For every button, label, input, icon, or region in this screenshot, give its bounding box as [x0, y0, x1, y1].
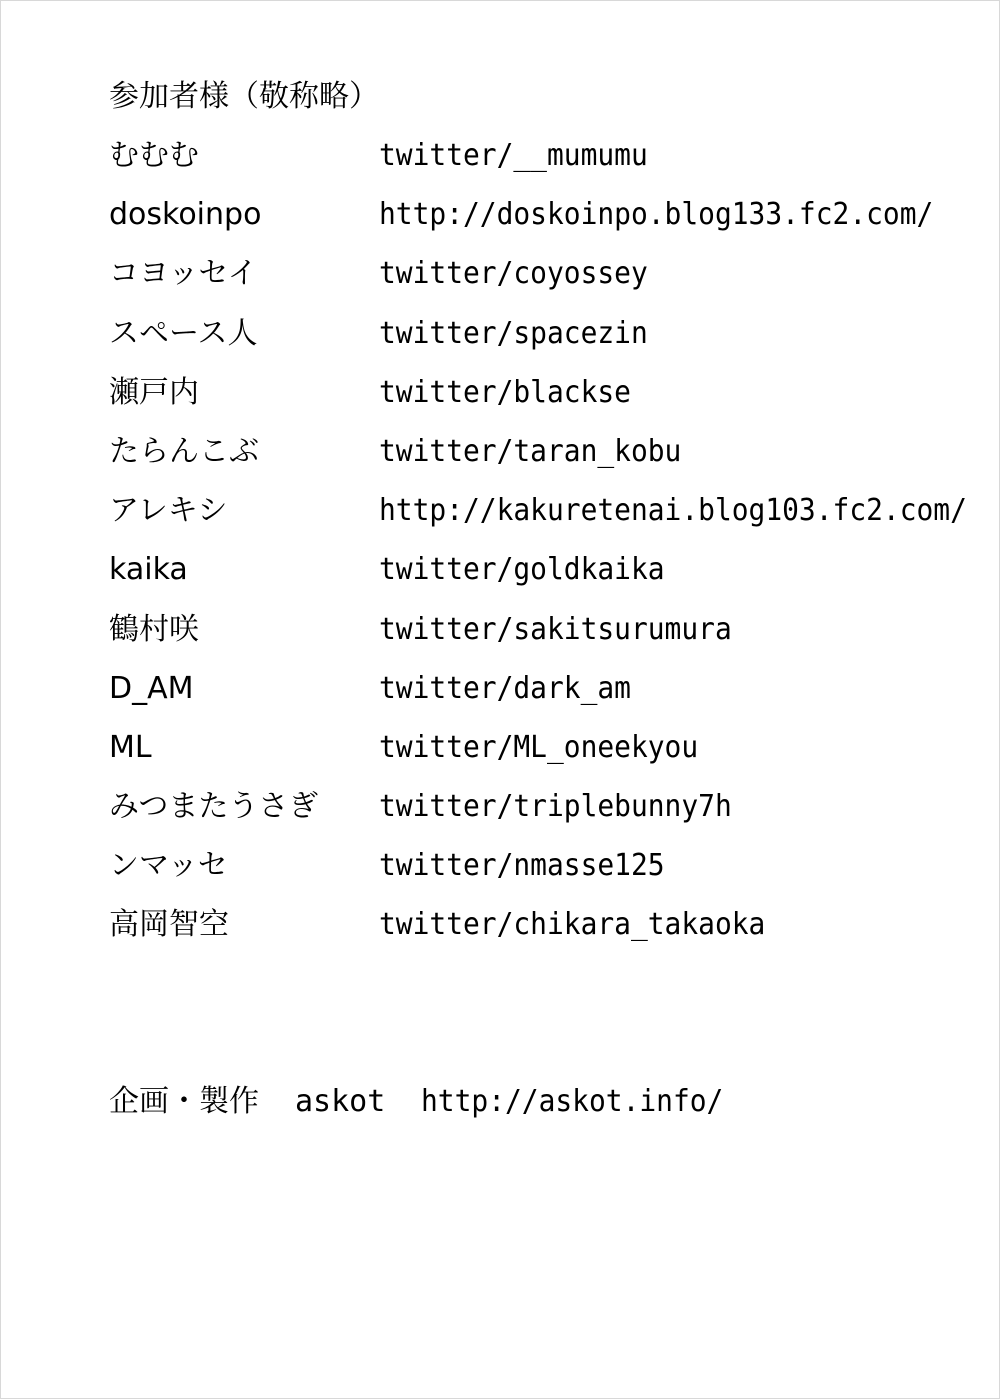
- participant-name: ML: [109, 729, 152, 765]
- participant-link[interactable]: twitter/sakitsurumura: [379, 611, 732, 647]
- producer-url[interactable]: http://askot.info/: [421, 1084, 724, 1119]
- production-label: 企画・製作: [109, 1084, 259, 1119]
- participant-row: [109, 432, 989, 491]
- participant-name: kaika: [109, 552, 188, 588]
- participant-name: スペース人: [109, 315, 258, 351]
- participant-row: [109, 669, 989, 728]
- participant-row: [109, 254, 989, 313]
- participant-link[interactable]: twitter/coyossey: [379, 256, 648, 292]
- participant-row: [109, 787, 989, 846]
- participant-row: [109, 491, 989, 550]
- participant-name: コヨッセイ: [109, 256, 258, 292]
- participant-link[interactable]: twitter/chikara_takaoka: [379, 907, 766, 943]
- participant-link[interactable]: twitter/goldkaika: [379, 552, 665, 588]
- producer-name: askot: [295, 1084, 386, 1119]
- participant-link[interactable]: twitter/blackse: [379, 374, 631, 410]
- participant-row: [109, 846, 989, 905]
- participant-link[interactable]: twitter/ML_oneekyou: [379, 729, 699, 765]
- participant-name: たらんこぶ: [109, 433, 259, 469]
- production-credit: [109, 1082, 746, 1122]
- participant-row: [109, 550, 989, 609]
- participant-name: 高岡智空: [109, 907, 229, 943]
- participant-name: 瀬戸内: [109, 374, 199, 410]
- participant-name: みつまたうさぎ: [109, 789, 319, 825]
- participant-list: [109, 136, 989, 965]
- participant-row: [109, 314, 989, 373]
- participant-link[interactable]: twitter/triplebunny7h: [379, 789, 732, 825]
- participant-link[interactable]: http://kakuretenai.blog103.fc2.com/: [379, 493, 967, 529]
- participants-heading: 参加者様（敬称略）: [109, 79, 379, 114]
- participant-row: [109, 905, 989, 964]
- participant-link[interactable]: twitter/spacezin: [379, 315, 648, 351]
- participant-row: [109, 610, 989, 669]
- participant-link[interactable]: twitter/nmasse125: [379, 848, 665, 884]
- participant-name: doskoinpo: [109, 197, 262, 233]
- participant-name: ンマッセ: [109, 848, 228, 884]
- participant-row: [109, 373, 989, 432]
- participant-row: [109, 136, 989, 195]
- participant-name: アレキシ: [109, 493, 228, 529]
- participant-row: [109, 195, 989, 254]
- participant-link[interactable]: twitter/taran_kobu: [379, 433, 682, 469]
- participant-link[interactable]: twitter/__mumumu: [379, 138, 648, 173]
- participant-name: 鶴村咲: [109, 611, 199, 647]
- participant-link[interactable]: twitter/dark_am: [379, 670, 631, 706]
- participant-link[interactable]: http://doskoinpo.blog133.fc2.com/: [379, 197, 934, 233]
- participant-name: むむむ: [109, 138, 199, 173]
- participant-name: D_AM: [109, 670, 194, 706]
- participant-row: [109, 728, 989, 787]
